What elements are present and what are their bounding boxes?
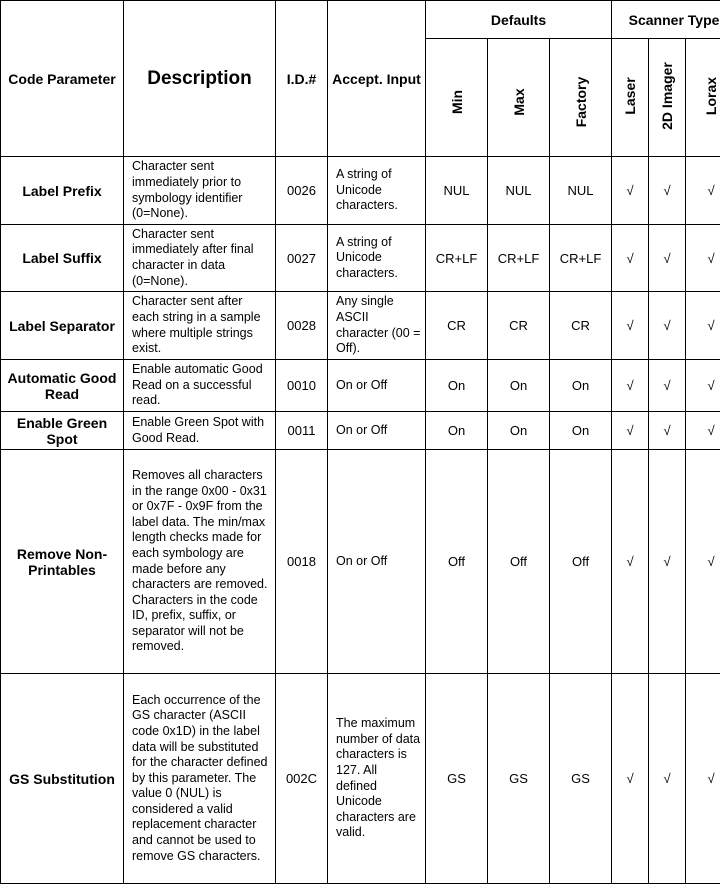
max-cell: On (488, 360, 550, 412)
lorax-header-label: Lorax (703, 77, 719, 115)
max-cell: Off (488, 450, 550, 674)
laser-header-label: Laser (622, 77, 638, 114)
min-cell: Off (426, 450, 488, 674)
laser-check: √ (612, 412, 649, 450)
table-row (1, 360, 720, 412)
imager-check: √ (649, 412, 686, 450)
imager-check: √ (649, 292, 686, 360)
id-cell: 0010 (276, 360, 328, 412)
accept-input-cell: A string of Unicode characters. (328, 157, 426, 225)
table-row (1, 412, 720, 450)
imager-check: √ (649, 157, 686, 225)
accept-input-cell: On or Off (328, 450, 426, 674)
max-cell: CR+LF (488, 225, 550, 292)
accept-input-cell: On or Off (328, 412, 426, 450)
max-cell: On (488, 412, 550, 450)
description-cell: Enable automatic Good Read on a successful read. (124, 360, 276, 412)
code-parameter-cell: Label Prefix (1, 157, 124, 225)
min-header-label: Min (449, 90, 465, 114)
id-cell: 0027 (276, 225, 328, 292)
id-cell: 0028 (276, 292, 328, 360)
max-header-label: Max (511, 88, 527, 115)
factory-header (550, 39, 612, 157)
imager-check: √ (649, 225, 686, 292)
max-cell: NUL (488, 157, 550, 225)
id-cell: 0018 (276, 450, 328, 674)
laser-check: √ (612, 225, 649, 292)
imager-header-label: 2D Imager (659, 62, 675, 130)
lorax-header (686, 39, 720, 157)
code-parameter-cell: Label Suffix (1, 225, 124, 292)
min-cell: On (426, 412, 488, 450)
laser-header (612, 39, 649, 157)
min-cell: CR+LF (426, 225, 488, 292)
lorax-check: √ (686, 225, 720, 292)
lorax-check: √ (686, 157, 720, 225)
laser-check: √ (612, 450, 649, 674)
description-cell: Character sent after each string in a sample where multiple strings exist. (124, 292, 276, 360)
imager-check: √ (649, 674, 686, 884)
min-cell: On (426, 360, 488, 412)
laser-check: √ (612, 674, 649, 884)
code-parameter-cell: Remove Non-Printables (1, 450, 124, 674)
factory-cell: CR (550, 292, 612, 360)
min-cell: GS (426, 674, 488, 884)
description-cell: Enable Green Spot with Good Read. (124, 412, 276, 450)
description-cell: Each occurrence of the GS character (ASCII code 0x1D) in the label data will be substituted for the character defined by this parameter. The value 0 (NUL) is considered a valid replacement character and cannot be used to remove GS characters. (124, 674, 276, 884)
min-cell: NUL (426, 157, 488, 225)
table-row (1, 157, 720, 225)
factory-cell: Off (550, 450, 612, 674)
id-cell: 002C (276, 674, 328, 884)
max-cell: CR (488, 292, 550, 360)
lorax-check: √ (686, 412, 720, 450)
id-cell: 0011 (276, 412, 328, 450)
imager-header (649, 39, 686, 157)
code-parameter-cell: Automatic Good Read (1, 360, 124, 412)
max-cell: GS (488, 674, 550, 884)
factory-cell: NUL (550, 157, 612, 225)
id-cell: 0026 (276, 157, 328, 225)
accept-input-cell: On or Off (328, 360, 426, 412)
description-cell: Character sent immediately prior to symbology identifier (0=None). (124, 157, 276, 225)
description-cell: Removes all characters in the range 0x00 - 0x31 or 0x7F - 0x9F from the label data. The min/max length checks made for each symbology are made before any characters are removed. Characters in the code ID, prefix, suffix, or separator will not be removed. (124, 450, 276, 674)
laser-check: √ (612, 360, 649, 412)
lorax-check: √ (686, 360, 720, 412)
factory-header-label: Factory (573, 77, 589, 128)
accept-input-header: Accept. Input (328, 1, 426, 157)
code-parameter-header: Code Parameter (1, 1, 124, 157)
laser-check: √ (612, 157, 649, 225)
max-header (488, 39, 550, 157)
description-header: Description (124, 1, 276, 157)
factory-cell: On (550, 412, 612, 450)
factory-cell: CR+LF (550, 225, 612, 292)
id-header: I.D.# (276, 1, 328, 157)
table-row (1, 225, 720, 292)
description-cell: Character sent immediately after final character in data (0=None). (124, 225, 276, 292)
min-header (426, 39, 488, 157)
table-row (1, 674, 720, 884)
min-cell: CR (426, 292, 488, 360)
lorax-check: √ (686, 292, 720, 360)
table-row (1, 450, 720, 674)
imager-check: √ (649, 450, 686, 674)
accept-input-cell: A string of Unicode characters. (328, 225, 426, 292)
imager-check: √ (649, 360, 686, 412)
lorax-check: √ (686, 674, 720, 884)
accept-input-cell: The maximum number of data characters is 127. All defined Unicode characters are valid. (328, 674, 426, 884)
scanner-type-header: Scanner Type (612, 1, 720, 39)
code-parameter-cell: Enable Green Spot (1, 412, 124, 450)
laser-check: √ (612, 292, 649, 360)
factory-cell: GS (550, 674, 612, 884)
factory-cell: On (550, 360, 612, 412)
code-parameter-cell: Label Separator (1, 292, 124, 360)
code-parameter-cell: GS Substitution (1, 674, 124, 884)
lorax-check: √ (686, 450, 720, 674)
table-row (1, 292, 720, 360)
defaults-header: Defaults (426, 1, 612, 39)
accept-input-cell: Any single ASCII character (00 = Off). (328, 292, 426, 360)
